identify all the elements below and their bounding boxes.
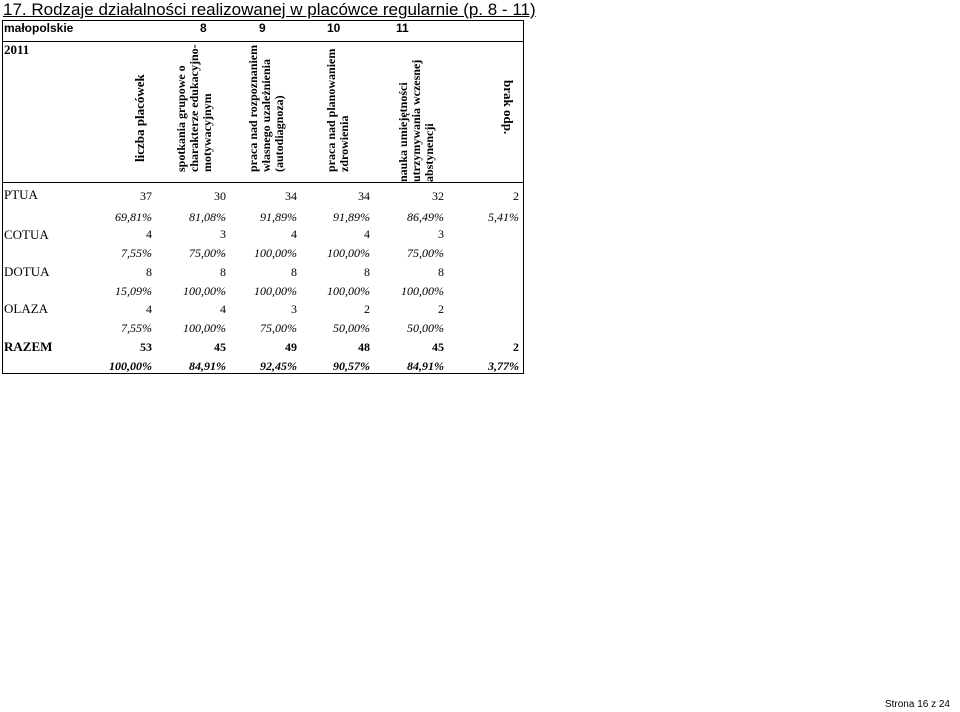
column-header-self-diagnosis: praca nad rozpoznaniem własnego uzależnienia (autodiagnoza) xyxy=(246,44,286,172)
table-cell: 34 xyxy=(358,189,370,203)
row-label-ptua: PTUA xyxy=(4,187,38,202)
column-header-recovery-planning: praca nad planowaniem zdrowienia xyxy=(324,48,351,172)
table-cell: 5,41% xyxy=(488,210,519,224)
row-label-dotua: DOTUA xyxy=(4,264,50,279)
row-label-cotua: COTUA xyxy=(4,227,49,242)
table-cell: 92,45% xyxy=(260,359,297,373)
table-cell: 49 xyxy=(285,340,297,354)
table-cell: 2 xyxy=(513,340,519,354)
table-cell: 7,55% xyxy=(121,246,152,260)
table-cell: 2 xyxy=(438,302,444,316)
column-header-group-meetings: spotkania grupowe o charakterze edukacyjno-motywacyjnym xyxy=(174,44,214,172)
table-cell: 50,00% xyxy=(407,321,444,335)
table-cell: 32 xyxy=(432,189,444,203)
table-cell: 90,57% xyxy=(333,359,370,373)
table-cell: 34 xyxy=(285,189,297,203)
table-cell: 86,49% xyxy=(407,210,444,224)
table-cell: 2 xyxy=(364,302,370,316)
page-number: Strona 16 z 24 xyxy=(884,699,950,710)
table-cell: 8 xyxy=(364,265,370,279)
table-cell: 3 xyxy=(220,227,226,241)
table-cell: 91,89% xyxy=(260,210,297,224)
region-header: małopolskie xyxy=(4,21,74,35)
table-cell: 100,00% xyxy=(183,321,226,335)
table-cell: 100,00% xyxy=(327,284,370,298)
table-cell: 100,00% xyxy=(254,284,297,298)
table-cell: 2 xyxy=(513,189,519,203)
column-header-count: liczba placówek xyxy=(132,74,147,162)
table-cell: 7,55% xyxy=(121,321,152,335)
table-cell: 3 xyxy=(438,227,444,241)
table-cell: 84,91% xyxy=(407,359,444,373)
table-cell: 100,00% xyxy=(327,246,370,260)
table-cell: 75,00% xyxy=(407,246,444,260)
table-cell: 8 xyxy=(146,265,152,279)
table-cell: 3,77% xyxy=(488,359,519,373)
table-cell: 4 xyxy=(364,227,370,241)
table-cell: 45 xyxy=(432,340,444,354)
row-label-olaza: OLAZA xyxy=(4,301,49,316)
table-cell: 75,00% xyxy=(260,321,297,335)
table-cell: 37 xyxy=(140,189,152,203)
table-cell: 8 xyxy=(220,265,226,279)
col-number-8: 8 xyxy=(200,21,207,35)
table-cell: 81,08% xyxy=(189,210,226,224)
table-cell: 4 xyxy=(291,227,297,241)
row-label-razem: RAZEM xyxy=(4,339,53,354)
table-cell: 50,00% xyxy=(333,321,370,335)
col-number-10: 10 xyxy=(327,21,341,35)
table-cell: 91,89% xyxy=(333,210,370,224)
table-cell: 75,00% xyxy=(189,246,226,260)
column-header-no-answer: brak odp. xyxy=(501,80,516,135)
table-cell: 30 xyxy=(214,189,226,203)
table-cell: 8 xyxy=(291,265,297,279)
table-cell: 45 xyxy=(214,340,226,354)
table-cell: 4 xyxy=(146,227,152,241)
year-label: 2011 xyxy=(4,42,30,57)
col-number-11: 11 xyxy=(396,21,409,35)
table-cell: 100,00% xyxy=(183,284,226,298)
table-cell: 69,81% xyxy=(115,210,152,224)
column-header-abstinence-skills: nauka umiejętności utrzymywania wczesnej abstynencji xyxy=(396,59,436,182)
table-cell: 8 xyxy=(438,265,444,279)
table-cell: 100,00% xyxy=(109,359,152,373)
page-title: 17. Rodzaje działalności realizowanej w placówce regularnie (p. 8 - 11) xyxy=(3,0,536,19)
table-cell: 100,00% xyxy=(254,246,297,260)
body-divider xyxy=(2,182,524,183)
table-cell: 48 xyxy=(358,340,370,354)
table-cell: 4 xyxy=(220,302,226,316)
table-cell: 100,00% xyxy=(401,284,444,298)
table-cell: 84,91% xyxy=(189,359,226,373)
table-cell: 53 xyxy=(140,340,152,354)
table-cell: 3 xyxy=(291,302,297,316)
col-number-9: 9 xyxy=(259,21,266,35)
table-cell: 15,09% xyxy=(115,284,152,298)
table-cell: 4 xyxy=(146,302,152,316)
